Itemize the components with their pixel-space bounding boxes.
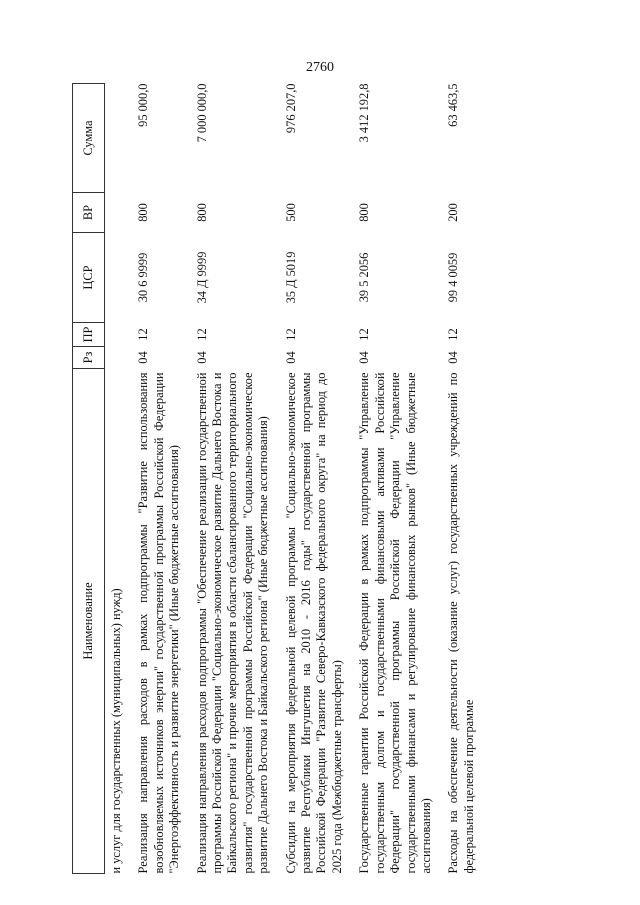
row-csr: 99 4 0059	[446, 252, 461, 303]
col-header-name: Наименование	[73, 369, 105, 874]
row-sum: 7 000 000,0	[194, 83, 209, 143]
row-name: Государственные гарантии Российской Федерации в рамках подпрограммы "Управление государственным долгом и государственными финансовыми активами Российской Федерации" государственной программы Российской Федерации "Управление государственными финансами и регулирование финансовых рынков" (Иные бюджетные ассигнования)	[357, 372, 433, 874]
row-csr: 39 5 2056	[357, 252, 372, 303]
row-rz: 04	[136, 351, 151, 364]
col-header-rz: Рз	[73, 347, 105, 369]
row-vr: 200	[446, 203, 461, 222]
page-number: 2760	[306, 60, 334, 75]
col-header-sum: Сумма	[73, 84, 105, 193]
row-csr: 35 Д 5019	[283, 251, 298, 304]
row-vr: 800	[136, 203, 151, 222]
row-pr: 12	[194, 328, 209, 341]
table-row	[355, 84, 444, 874]
row-pr: 12	[136, 328, 151, 341]
row-rz: 04	[357, 351, 372, 364]
row-pr: 12	[446, 328, 461, 341]
row-sum: 63 463,5	[446, 83, 461, 127]
table-row	[282, 84, 356, 874]
row-vr: 800	[194, 203, 209, 222]
row-name: Реализация направления расходов подпрограммы "Обеспечение реализации государственной программы Российской Федерации "Социально-экономическое развитие Дальнего Востока и Байкальского региона" и прочие мероприятия в области сбалансированного территориального развития" государственной программы Российской Федерации "Социально-экономическое развитие Дальнего Востока и Байкальского региона" (Иные бюджетные ассигнования)	[194, 372, 271, 874]
row-pr: 12	[357, 328, 372, 341]
col-header-csr: ЦСР	[73, 233, 105, 323]
row-csr: 30 6 9999	[136, 252, 151, 303]
table-header-row	[73, 84, 105, 874]
budget-table	[72, 83, 487, 874]
row-sum: 95 000,0	[136, 83, 151, 127]
table-row	[193, 84, 282, 874]
row-vr: 500	[283, 203, 298, 222]
row-name: Расходы на обеспечение деятельности (оказание услуг) государственных учреждений по федеральной целевой программе	[446, 372, 476, 874]
row-name: Субсидии на мероприятия федеральной целевой программы "Социально-экономическое развитие Республики Ингушетия на 2010 - 2016 годы" государственной программы Российской Федерации "Развитие Северо-Кавказского федерального округа" на период до 2025 года (Межбюджетные трансферты)	[283, 372, 344, 874]
row-pr: 12	[283, 328, 298, 341]
row-sum: 976 207,0	[283, 83, 298, 134]
row-rz: 04	[194, 351, 209, 364]
row-name: Реализация направления расходов в рамках подпрограммы "Развитие использования возобновляемых источников энергии" государственной программы Российской Федерации "Энергоэффективность и развитие энергетики" (Иные бюджетные ассигнования)	[136, 372, 182, 874]
table-row	[444, 84, 487, 874]
row-rz: 04	[283, 351, 298, 364]
row-vr: 800	[357, 203, 372, 222]
continuation-row	[105, 84, 135, 874]
col-header-vr: ВР	[73, 193, 105, 233]
table-row	[134, 84, 192, 874]
continuation-text: и услуг для государственных (муниципальных) нужд)	[109, 588, 123, 874]
rotated-budget-table	[72, 84, 532, 874]
row-csr: 34 Д 9999	[194, 251, 209, 304]
row-rz: 04	[446, 351, 461, 364]
row-sum: 3 412 192,8	[357, 83, 372, 143]
col-header-pr: ПР	[73, 323, 105, 347]
